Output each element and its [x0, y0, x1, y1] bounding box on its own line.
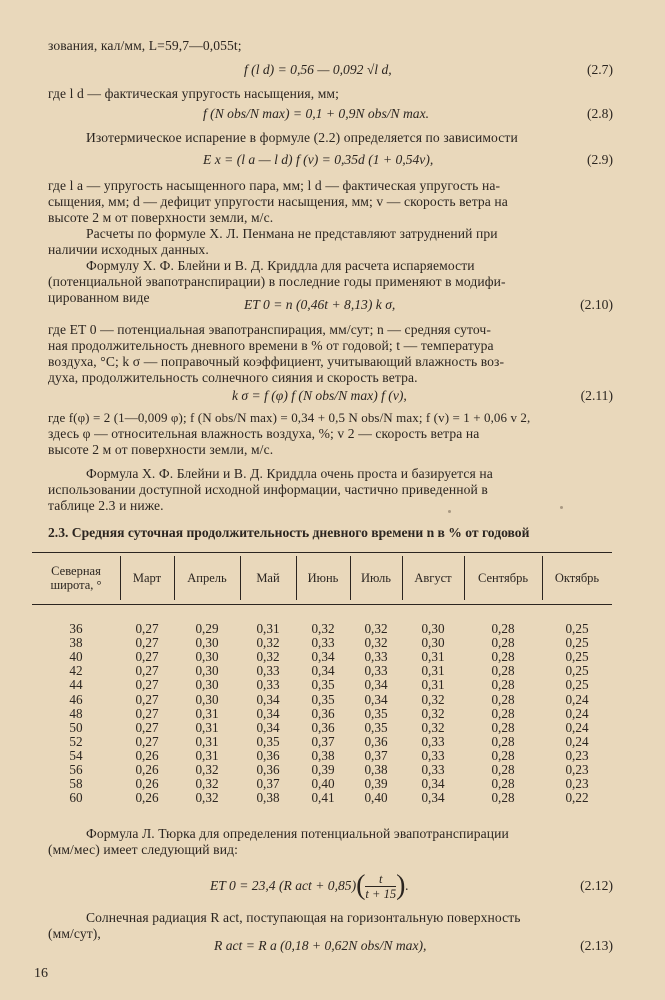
value-cell: 0,24 — [565, 691, 589, 707]
equation-number: (2.9) — [586, 152, 613, 167]
header-october: Октябрь — [554, 571, 600, 585]
value-cell: 0,39 — [364, 776, 388, 792]
value-cell: 0,30 — [421, 621, 445, 636]
value-cell: 0,32 — [195, 790, 219, 806]
value-cell: 0,36 — [311, 719, 335, 735]
header-may: Май — [256, 571, 280, 585]
value-cell: 0,28 — [491, 705, 515, 721]
equation-number: (2.8) — [586, 106, 613, 121]
value-cell: 0,34 — [256, 719, 280, 735]
equation-2-9: E x = (l a — l d) f (v) = 0,35d (1 + 0,54v), — [203, 152, 434, 167]
value-cell: 0,32 — [364, 621, 388, 636]
value-cell: 0,33 — [256, 663, 280, 679]
value-cell: 0,28 — [491, 747, 515, 763]
value-cell: 0,35 — [364, 719, 388, 735]
equation-2-12-left: ET 0 = 23,4 (R act + 0,85) — [210, 878, 357, 893]
value-cell: 0,41 — [311, 790, 335, 806]
value-cell: 0,28 — [491, 663, 515, 679]
value-cell: 0,38 — [256, 790, 280, 806]
value-cell: 0,37 — [256, 776, 280, 792]
left-paren: ( — [356, 870, 366, 901]
text-line: (потенциальной эвапотранспирации) в последние годы применяют в модифи- — [48, 274, 506, 289]
value-cell: 0,39 — [311, 762, 335, 777]
header-june: Июнь — [307, 571, 339, 585]
table-row — [32, 749, 612, 763]
value-cell: 0,31 — [195, 719, 219, 735]
text-line: где ET 0 — потенциальная эвапотранспирация, мм/сут; n — средняя суточ- — [48, 322, 491, 337]
value-cell: 0,23 — [565, 762, 589, 777]
value-cell: 0,33 — [421, 762, 445, 777]
value-cell: 0,34 — [256, 705, 280, 721]
header-august: Август — [414, 571, 452, 585]
equation-2-12 — [210, 866, 409, 906]
value-cell: 0,28 — [491, 776, 515, 792]
table-row — [32, 707, 612, 721]
value-cell: 0,28 — [491, 677, 515, 693]
value-cell: 0,31 — [421, 649, 445, 665]
value-cell: 0,28 — [491, 733, 515, 749]
value-cell: 0,27 — [135, 691, 159, 707]
value-cell: 0,27 — [135, 705, 159, 721]
text-line: Формула Л. Тюрка для определения потенциальной эвапотранспирации — [86, 826, 509, 841]
table-header-rule — [32, 604, 612, 605]
value-cell: 0,27 — [135, 677, 159, 693]
table-caption: 2.3. Средняя суточная продолжительность дневного времени n в % от годовой — [48, 525, 530, 540]
value-cell: 0,32 — [364, 635, 388, 651]
header-july: Июль — [361, 571, 391, 585]
equation-period: . — [405, 878, 409, 893]
text-line: Расчеты по формуле Х. Л. Пенмана не представляют затруднений при — [86, 226, 498, 241]
header-april: Апрель — [187, 571, 227, 585]
value-cell: 0,33 — [364, 663, 388, 679]
table-row — [32, 664, 612, 678]
value-cell: 0,26 — [135, 790, 159, 806]
value-cell: 0,23 — [565, 747, 589, 763]
text-line: Солнечная радиация R act, поступающая на горизонтальную поверхность — [86, 910, 521, 925]
value-cell: 0,36 — [256, 762, 280, 777]
value-cell: 0,32 — [421, 705, 445, 721]
text-line: воздуха, °C; k σ — поправочный коэффициент, учитывающий влажность воз- — [48, 354, 505, 369]
latitude-cell: 38 — [69, 635, 83, 651]
text-line: где l d — фактическая упругость насыщения, мм; — [48, 86, 340, 101]
value-cell: 0,28 — [491, 790, 515, 806]
text-line: высоте 2 м от поверхности земли, м/с. — [48, 210, 274, 225]
value-cell: 0,36 — [311, 705, 335, 721]
value-cell: 0,25 — [565, 663, 589, 679]
equation-number: (2.12) — [580, 878, 613, 893]
paper-speck — [448, 510, 451, 513]
text-line: Изотермическое испарение в формуле (2.2) определяется по зависимости — [86, 130, 518, 145]
text-line: Формула Х. Ф. Блейни и В. Д. Криддла очень проста и базируется на — [86, 466, 493, 481]
value-cell: 0,32 — [421, 719, 445, 735]
text-line: ная продолжительность дневного времени в % от годовой; t — температура — [48, 338, 494, 353]
value-cell: 0,27 — [135, 635, 159, 651]
value-cell: 0,28 — [491, 649, 515, 665]
value-cell: 0,22 — [565, 790, 589, 806]
value-cell: 0,30 — [195, 691, 219, 707]
value-cell: 0,23 — [565, 776, 589, 792]
value-cell: 0,38 — [364, 762, 388, 777]
value-cell: 0,40 — [364, 790, 388, 806]
latitude-cell: 60 — [69, 790, 83, 806]
value-cell: 0,34 — [311, 649, 335, 665]
value-cell: 0,27 — [135, 733, 159, 749]
text-line: наличии исходных данных. — [48, 242, 209, 257]
value-cell: 0,30 — [421, 635, 445, 651]
text-line: Формулу Х. Ф. Блейни и В. Д. Криддла для расчета испаряемости — [86, 258, 475, 273]
latitude-cell: 42 — [69, 663, 83, 679]
latitude-cell: 44 — [69, 677, 83, 693]
value-cell: 0,30 — [195, 677, 219, 693]
value-cell: 0,24 — [565, 719, 589, 735]
latitude-cell: 58 — [69, 776, 83, 792]
equation-number: (2.10) — [580, 297, 613, 312]
equation-2-7: f (l d) = 0,56 — 0,092 √l d, — [244, 62, 392, 77]
value-cell: 0,28 — [491, 635, 515, 651]
value-cell: 0,31 — [195, 705, 219, 721]
equation-2-11: k σ = f (φ) f (N obs/N max) f (v), — [232, 388, 407, 403]
fraction-denominator: t + 15 — [365, 886, 397, 901]
text-line: здесь φ — относительная влажность воздуха, %; v 2 — скорость ветра на — [48, 426, 480, 441]
value-cell: 0,32 — [195, 776, 219, 792]
equation-2-8: f (N obs/N max) = 0,1 + 0,9N obs/N max. — [203, 106, 430, 121]
latitude-cell: 46 — [69, 691, 83, 707]
table-row — [32, 650, 612, 664]
value-cell: 0,32 — [311, 621, 335, 636]
value-cell: 0,32 — [256, 649, 280, 665]
latitude-cell: 54 — [69, 747, 83, 763]
value-cell: 0,33 — [421, 733, 445, 749]
value-cell: 0,37 — [311, 733, 335, 749]
value-cell: 0,26 — [135, 776, 159, 792]
value-cell: 0,28 — [491, 719, 515, 735]
value-cell: 0,28 — [491, 691, 515, 707]
text-line: сыщения, мм; d — дефицит упругости насыщения, мм; v — скорость ветра на — [48, 194, 508, 209]
paper-speck — [560, 506, 563, 509]
value-cell: 0,30 — [195, 649, 219, 665]
header-march: Март — [132, 571, 162, 585]
text-line: использовании доступной исходной информации, частично приведенной в — [48, 482, 488, 497]
value-cell: 0,34 — [421, 790, 445, 806]
value-cell: 0,24 — [565, 705, 589, 721]
value-cell: 0,32 — [256, 635, 280, 651]
latitude-cell: 48 — [69, 705, 83, 721]
equation-number: (2.7) — [586, 62, 613, 77]
table-row — [32, 636, 612, 650]
right-paren: ) — [396, 870, 406, 901]
value-cell: 0,27 — [135, 621, 159, 636]
value-cell: 0,36 — [256, 747, 280, 763]
value-cell: 0,28 — [491, 621, 515, 636]
value-cell: 0,30 — [195, 663, 219, 679]
text-line: высоте 2 м от поверхности земли, м/с. — [48, 442, 274, 457]
fraction-numerator: t — [365, 872, 396, 887]
value-cell: 0,27 — [135, 663, 159, 679]
value-cell: 0,34 — [364, 677, 388, 693]
value-cell: 0,26 — [135, 762, 159, 777]
table-row — [32, 693, 612, 707]
table-row — [32, 735, 612, 749]
value-cell: 0,33 — [364, 649, 388, 665]
value-cell: 0,33 — [311, 635, 335, 651]
value-cell: 0,32 — [421, 691, 445, 707]
equation-2-10: ET 0 = n (0,46t + 8,13) k σ, — [244, 297, 396, 312]
value-cell: 0,34 — [311, 663, 335, 679]
value-cell: 0,37 — [364, 747, 388, 763]
equation-number: (2.11) — [580, 388, 613, 403]
value-cell: 0,29 — [195, 621, 219, 636]
fraction — [365, 872, 396, 901]
value-cell: 0,34 — [421, 776, 445, 792]
header-september: Сентябрь — [477, 571, 529, 585]
value-cell: 0,35 — [311, 691, 335, 707]
table-row — [32, 678, 612, 692]
value-cell: 0,35 — [364, 705, 388, 721]
table-row — [32, 791, 612, 805]
latitude-cell: 52 — [69, 733, 83, 749]
table-row — [32, 763, 612, 777]
value-cell: 0,40 — [311, 776, 335, 792]
latitude-cell: 36 — [69, 621, 83, 636]
latitude-cell: 56 — [69, 762, 83, 777]
value-cell: 0,31 — [195, 733, 219, 749]
page-number: 16 — [34, 966, 48, 981]
equation-number: (2.13) — [580, 938, 613, 953]
text-line: (мм/мес) имеет следующий вид: — [48, 842, 238, 857]
header-latitude: Северная широта, ° — [50, 564, 102, 592]
value-cell: 0,34 — [364, 691, 388, 707]
equation-2-13: R act = R a (0,18 + 0,62N obs/N max), — [214, 938, 427, 953]
value-cell: 0,26 — [135, 747, 159, 763]
value-cell: 0,33 — [256, 677, 280, 693]
table-row — [32, 777, 612, 791]
value-cell: 0,25 — [565, 677, 589, 693]
value-cell: 0,38 — [311, 747, 335, 763]
text-line: зования, кал/мм, L=59,7—0,055t; — [48, 38, 242, 53]
text-line: духа, продолжительность солнечного сияния и скорость ветра. — [48, 370, 418, 385]
value-cell: 0,25 — [565, 635, 589, 651]
value-cell: 0,27 — [135, 719, 159, 735]
text-line: где l a — упругость насыщенного пара, мм; l d — фактическая упругость на- — [48, 178, 501, 193]
latitude-cell: 40 — [69, 649, 83, 665]
value-cell: 0,31 — [421, 663, 445, 679]
value-cell: 0,31 — [421, 677, 445, 693]
text-line: таблице 2.3 и ниже. — [48, 498, 164, 513]
value-cell: 0,36 — [364, 733, 388, 749]
value-cell: 0,25 — [565, 621, 589, 636]
text-line: (мм/сут), — [48, 926, 101, 941]
value-cell: 0,33 — [421, 747, 445, 763]
table-row — [32, 622, 612, 636]
value-cell: 0,28 — [491, 762, 515, 777]
table-row — [32, 721, 612, 735]
text-line: цированном виде — [48, 290, 150, 305]
value-cell: 0,25 — [565, 649, 589, 665]
value-cell: 0,31 — [256, 621, 280, 636]
value-cell: 0,35 — [256, 733, 280, 749]
value-cell: 0,24 — [565, 733, 589, 749]
text-line: где f(φ) = 2 (1—0,009 φ); f (N obs/N max) = 0,34 + 0,5 N obs/N max; f (v) = 1 + 0,06 v 2, — [48, 410, 531, 425]
value-cell: 0,32 — [195, 762, 219, 777]
latitude-cell: 50 — [69, 719, 83, 735]
value-cell: 0,31 — [195, 747, 219, 763]
value-cell: 0,30 — [195, 635, 219, 651]
value-cell: 0,27 — [135, 649, 159, 665]
value-cell: 0,35 — [311, 677, 335, 693]
value-cell: 0,34 — [256, 691, 280, 707]
